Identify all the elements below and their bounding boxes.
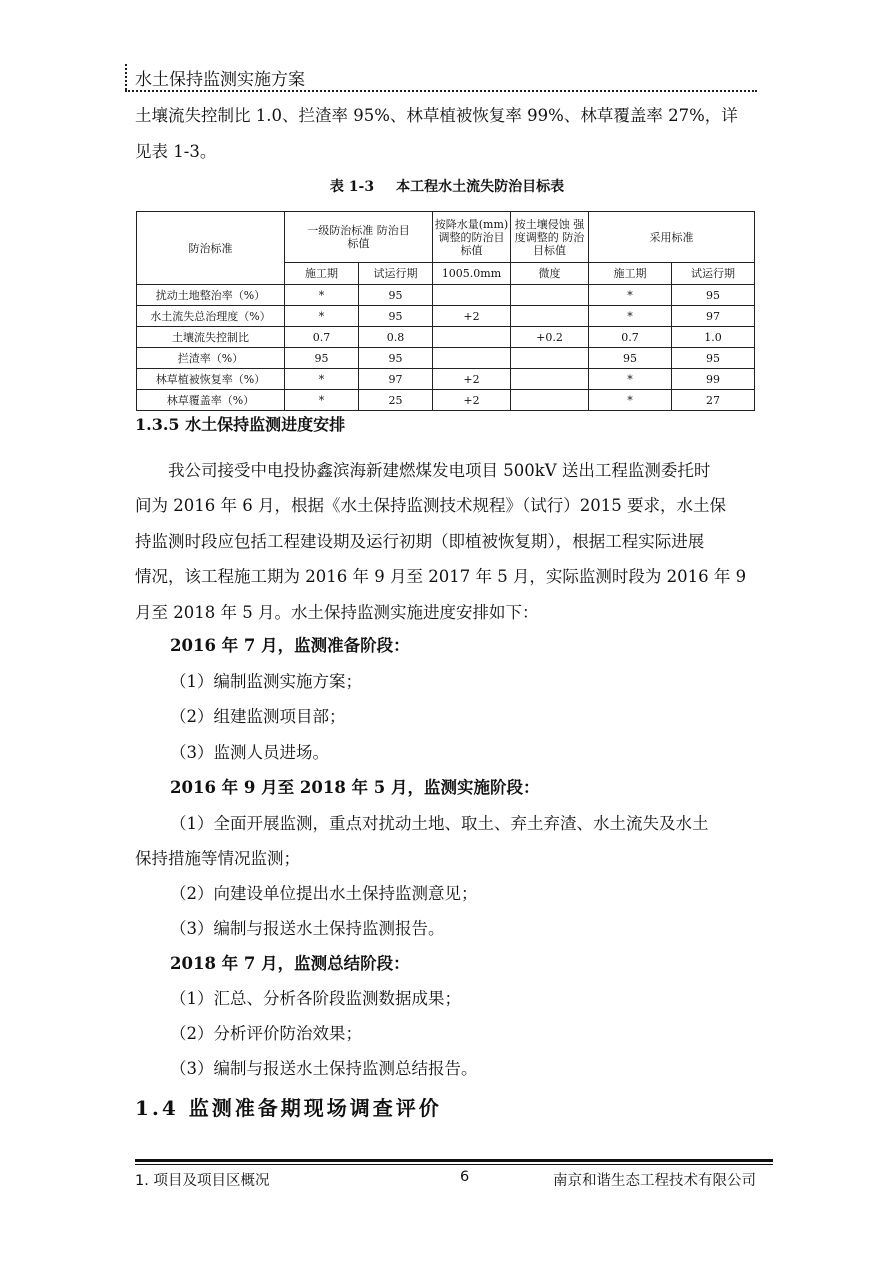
table-cell	[511, 369, 589, 390]
table-cell: *	[589, 306, 672, 327]
table-row	[137, 327, 755, 348]
table-cell	[511, 306, 589, 327]
table-cell: 0.8	[359, 327, 433, 348]
table-number: 表 1-3	[329, 179, 375, 195]
stage-item: （2）向建设单位提出水土保持监测意见；	[170, 884, 478, 903]
subheader-cell: 1005.0mm	[433, 263, 511, 285]
table-cell	[433, 348, 511, 369]
table-cell: 95	[359, 306, 433, 327]
table-cell: 95	[589, 348, 672, 369]
table-cell: +2	[433, 390, 511, 411]
row-label: 扰动土地整治率（%）	[137, 285, 285, 306]
table-cell	[511, 348, 589, 369]
row-label: 土壤流失控制比	[137, 327, 285, 348]
table-cell: 95	[672, 285, 755, 306]
table-cell: 95	[285, 348, 359, 369]
header-cell: 防治标准	[137, 212, 285, 285]
table-cell: *	[589, 285, 672, 306]
table-cell: +0.2	[511, 327, 589, 348]
table-cell: 25	[359, 390, 433, 411]
table-cell: *	[589, 369, 672, 390]
schedule-paragraph	[135, 453, 759, 489]
table-cell: *	[589, 390, 672, 411]
stage-item: 保持措施等情况监测；	[135, 849, 300, 868]
header-cell: 按土壤侵蚀 强度调整的 防治目标值	[511, 212, 589, 263]
stage-item: （2）分析评价防治效果；	[170, 1024, 362, 1043]
table-cell	[433, 285, 511, 306]
table-cell: 95	[359, 348, 433, 369]
footer-divider-thick	[135, 1159, 773, 1162]
footer-page-number: 6	[460, 1169, 470, 1185]
stage-title: 2018 年 7 月，监测总结阶段：	[170, 954, 410, 973]
paragraph-line: 我公司接受中电投协鑫滨海新建燃煤发电项目 500kV 送出工程监测委托时	[168, 461, 711, 480]
table-cell: 99	[672, 369, 755, 390]
row-label: 林草覆盖率（%）	[137, 390, 285, 411]
subheader-cell: 施工期	[285, 263, 359, 285]
table-cell: 0.7	[285, 327, 359, 348]
header-cell: 按降水量(mm) 调整的防治目 标值	[433, 212, 511, 263]
table-row	[137, 348, 755, 369]
stage-item: （1）全面开展监测，重点对扰动土地、取土、弃土弃渣、水土流失及水土	[170, 814, 709, 833]
intro-line: 见表 1-3。	[135, 141, 217, 161]
subheader-cell: 试运行期	[359, 263, 433, 285]
stage-title: 2016 年 7 月，监测准备阶段：	[170, 636, 410, 655]
header-title: 水土保持监测实施方案	[135, 70, 305, 90]
table-caption	[135, 176, 759, 196]
stage-item: （1）汇总、分析各阶段监测数据成果；	[170, 989, 461, 1008]
table-cell	[511, 390, 589, 411]
table-cell: *	[285, 306, 359, 327]
table-cell: 97	[672, 306, 755, 327]
stage-title: 2016 年 9 月至 2018 年 5 月，监测实施阶段：	[170, 778, 540, 797]
intro-text	[135, 98, 759, 169]
schedule-paragraph-cont	[135, 488, 759, 630]
table-row	[137, 306, 755, 327]
table-cell: 1.0	[672, 327, 755, 348]
table-row	[137, 390, 755, 411]
table-cell: *	[285, 390, 359, 411]
paragraph-line: 情况，该工程施工期为 2016 年 9 月至 2017 年 5 月，实际监测时段为 2016 年 9	[135, 567, 747, 586]
control-target-table	[136, 211, 755, 411]
header-cell: 采用标准	[589, 212, 755, 263]
table-cell	[511, 285, 589, 306]
footer-chapter: 1. 项目及项目区概况	[135, 1173, 270, 1189]
stage-item: （3）监测人员进场。	[170, 743, 329, 762]
section-heading-1-3-5: 1.3.5 水土保持监测进度安排	[135, 415, 346, 434]
stage-item: （1）编制监测实施方案；	[170, 672, 362, 691]
footer-divider-thin	[135, 1164, 773, 1165]
table-cell: *	[285, 369, 359, 390]
subheader-cell: 微度	[511, 263, 589, 285]
table-cell: 95	[672, 348, 755, 369]
table-cell: +2	[433, 306, 511, 327]
table-cell: 95	[359, 285, 433, 306]
table-cell: 27	[672, 390, 755, 411]
page-header	[125, 62, 757, 92]
table-cell	[433, 327, 511, 348]
row-label: 拦渣率（%）	[137, 348, 285, 369]
row-label: 林草植被恢复率（%）	[137, 369, 285, 390]
table-cell: 97	[359, 369, 433, 390]
intro-line: 土壤流失控制比 1.0、拦渣率 95%、林草植被恢复率 99%、林草覆盖率 27%，详	[135, 106, 738, 125]
section-heading-1-4: 1.4 监测准备期现场调查评价	[135, 1096, 442, 1120]
table-cell: +2	[433, 369, 511, 390]
table-row	[137, 285, 755, 306]
header-divider	[125, 90, 757, 92]
header-divider-vertical	[125, 64, 127, 90]
table-title: 本工程水土流失防治目标表	[396, 179, 565, 195]
stage-item: （3）编制与报送水土保持监测报告。	[170, 919, 445, 938]
table-row	[137, 369, 755, 390]
paragraph-line: 持监测时段应包括工程建设期及运行初期（即植被恢复期），根据工程实际进展	[135, 531, 705, 551]
paragraph-line: 间为 2016 年 6 月，根据《水土保持监测技术规程》（试行）2015 要求，水土保	[135, 496, 726, 515]
header-cell: 一级防治标准 防治目标值	[285, 212, 433, 263]
footer-company: 南京和谐生态工程技术有限公司	[553, 1173, 756, 1189]
paragraph-line: 月至 2018 年 5 月。水土保持监测实施进度安排如下：	[135, 602, 539, 622]
stage-item: （3）编制与报送水土保持监测总结报告。	[170, 1059, 478, 1078]
table-cell: 0.7	[589, 327, 672, 348]
table-header-row	[137, 212, 755, 263]
stage-item: （2）组建监测项目部；	[170, 707, 346, 726]
table-cell: *	[285, 285, 359, 306]
subheader-cell: 施工期	[589, 263, 672, 285]
subheader-cell: 试运行期	[672, 263, 755, 285]
row-label: 水土流失总治理度（%）	[137, 306, 285, 327]
